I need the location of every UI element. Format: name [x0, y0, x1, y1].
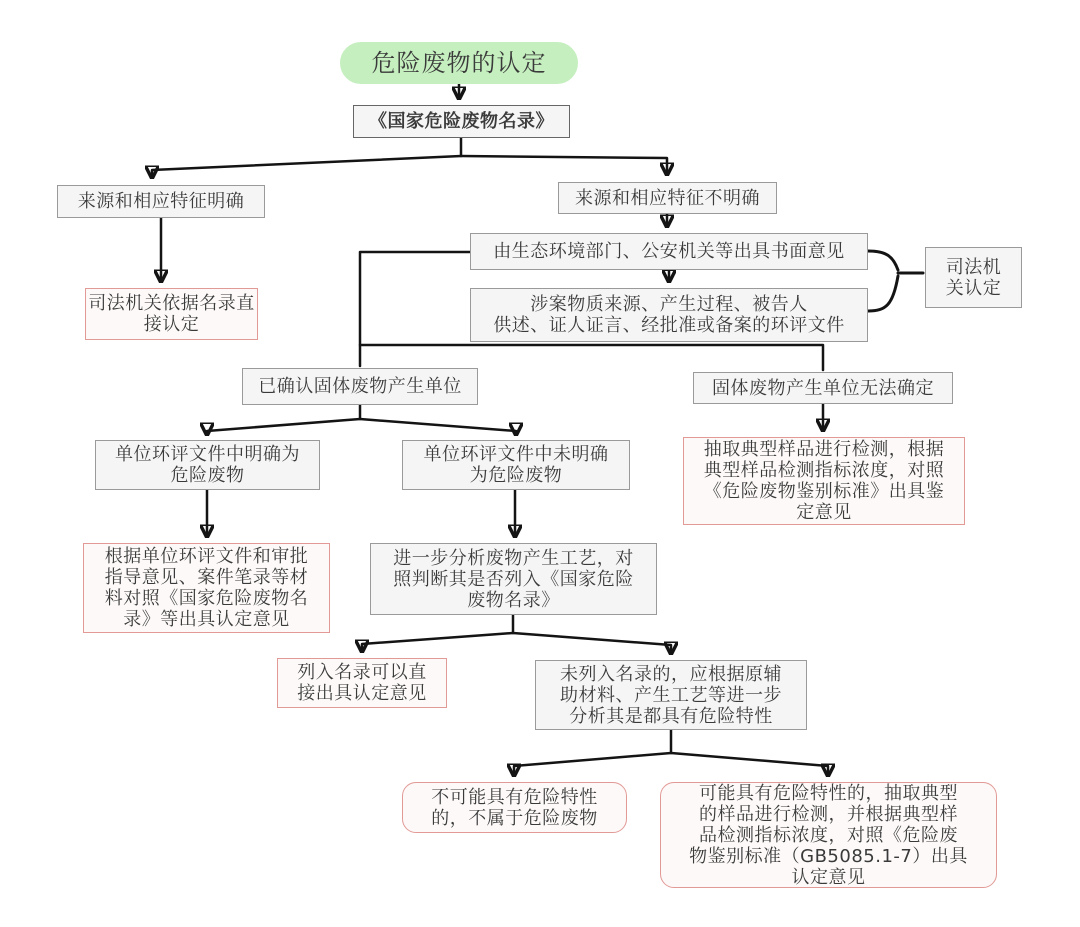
- edge-analyze-to-listed: [362, 633, 513, 651]
- node-sample-test: 抽取典型样品进行检测，根据 典型样品检测指标浓度，对照 《危险废物鉴别标准》出具鉴 定意见: [683, 437, 965, 525]
- brace-bottom: [868, 276, 898, 311]
- edge-not-listed-to-no-hazard: [514, 753, 671, 775]
- node-confirmed-unit: 已确认固体废物产生单位: [242, 368, 478, 405]
- edge-catalog-to-source-clear: [152, 156, 461, 177]
- node-unit-unknown: 固体废物产生单位无法确定: [693, 372, 953, 404]
- edge-confirmed-to-eia-unclear: [360, 419, 516, 434]
- node-direct-opinion: 根据单位环评文件和审批 指导意见、案件笔录等材 料对照《国家危险废物名 录》等出具认定意见: [83, 543, 330, 633]
- node-evidence: 涉案物质来源、产生过程、被告人 供述、证人证言、经批准或备案的环评文件: [470, 288, 868, 342]
- edge-catalog-to-source-unclear: [461, 156, 667, 174]
- node-catalog: 《国家危险废物名录》: [353, 105, 570, 138]
- edge-confirmed-to-eia-clear: [207, 419, 360, 434]
- node-maybe-hazard: 可能具有危险特性的，抽取典型 的样品进行检测，并根据典型样 品检测指标浓度，对照《危险废 物鉴别标准（GB5085.1-7）出具 认定意见: [660, 782, 997, 888]
- node-analyze-process: 进一步分析废物产生工艺，对 照判断其是否列入《国家危险 废物名录》: [370, 543, 657, 615]
- edge-not-listed-to-maybe-hazard: [671, 753, 828, 775]
- node-listed-direct: 列入名录可以直 接出具认定意见: [277, 658, 447, 708]
- node-eia-unclear: 单位环评文件中未明确 为危险废物: [402, 440, 630, 490]
- node-source-unclear: 来源和相应特征不明确: [558, 182, 777, 214]
- node-judicial-direct: 司法机关依据名录直 接认定: [85, 288, 258, 340]
- edge-analyze-to-not-listed: [513, 633, 671, 653]
- node-written-opinion: 由生态环境部门、公安机关等出具书面意见: [470, 233, 868, 270]
- node-title: [340, 42, 578, 84]
- brace-top: [868, 251, 898, 270]
- node-no-hazard: 不可能具有危险特性 的，不属于危险废物: [402, 782, 627, 833]
- node-source-clear: 来源和相应特征明确: [57, 185, 265, 218]
- edge-branch-to-unit-unknown: [360, 345, 823, 370]
- node-eia-clear: 单位环评文件中明确为 危险废物: [95, 440, 320, 490]
- node-not-listed: 未列入名录的，应根据原辅 助材料、产生工艺等进一步 分析其是都具有危险特性: [535, 660, 807, 730]
- node-title-label: 危险废物的认定: [371, 48, 547, 77]
- node-judicial-determination: 司法机 关认定: [925, 247, 1022, 308]
- edge-written-to-confirmed-unit: [360, 252, 470, 366]
